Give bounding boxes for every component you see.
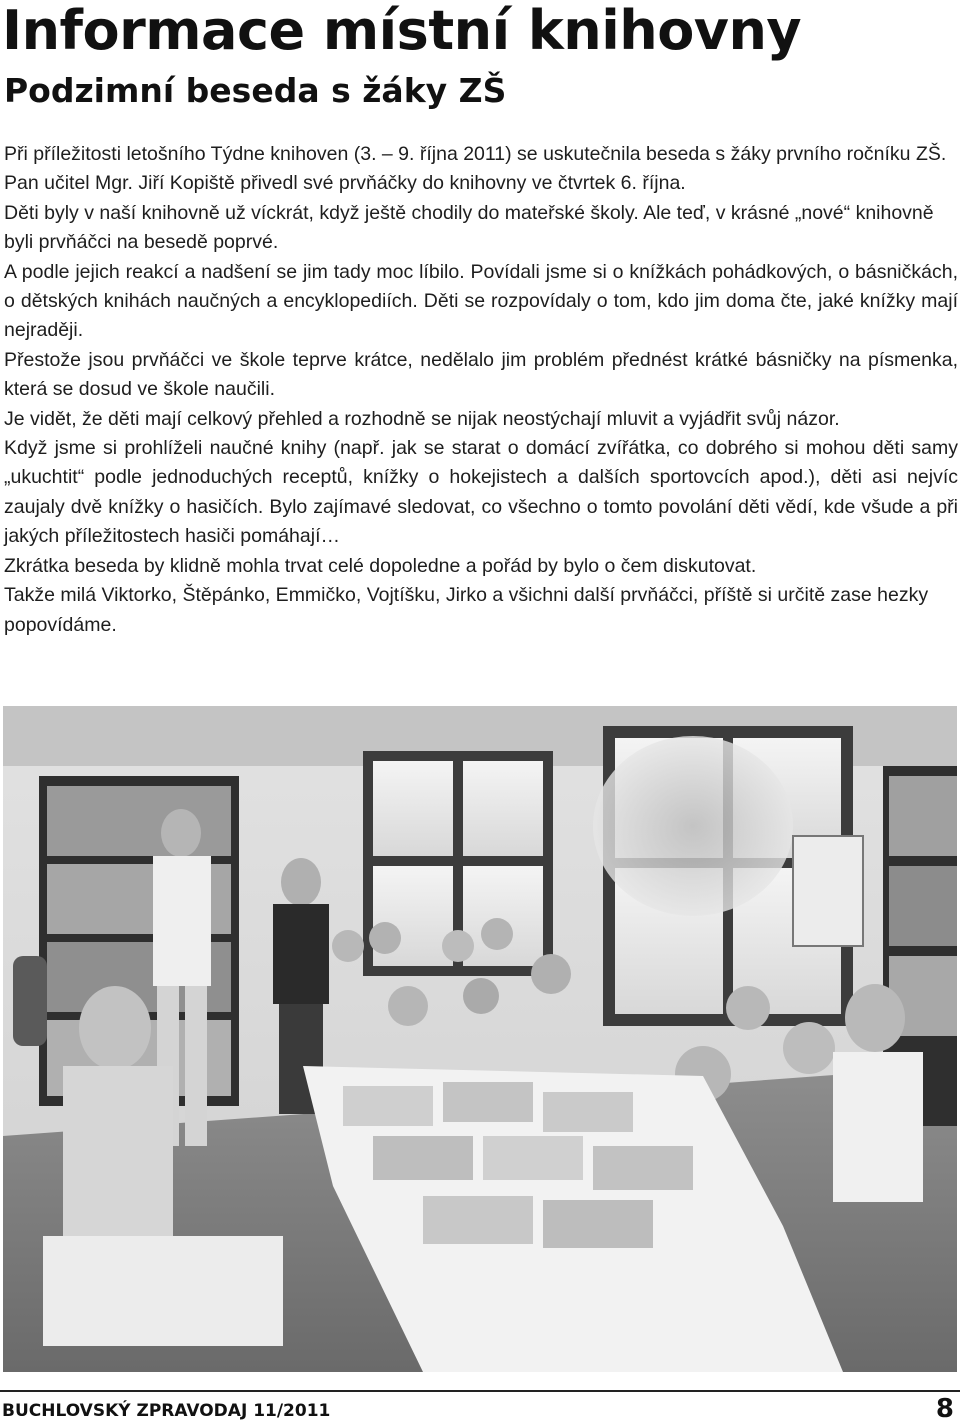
footer-rule: [0, 1390, 960, 1392]
page-number: 8: [935, 1394, 954, 1424]
article-body: [4, 140, 958, 640]
article-paragraph: Zkrátka beseda by klidně mohla trvat celé dopoledne a pořád by bylo o čem diskutovat.: [4, 554, 757, 577]
article-paragraph: Pan učitel Mgr. Jiří Kopiště přivedl své prvňáčky do knihovny ve čtvrtek 6. října.: [4, 172, 686, 195]
publication-name: BUCHLOVSKÝ ZPRAVODAJ 11/2011: [2, 1401, 331, 1421]
article-title: Podzimní beseda s žáky ZŠ: [4, 71, 507, 110]
article-paragraph: Takže milá Viktorko, Štěpánko, Emmičko, Vojtíšku, Jirko a všichni další prvňáčci, příště si určitě zase hezky popovídáme.: [4, 584, 929, 636]
library-class-photo: [3, 706, 957, 1372]
page-title: Informace místní knihovny: [2, 0, 802, 62]
article-paragraph: A podle jejich reakcí a nadšení se jim tady moc líbilo. Povídali jsme si o knížkách pohádkových, o básničkách, o dětských knihách naučných a encyklopediích. Děti se rozpovídaly o tom, kdo jim doma čte, jaké knížky mají nejraději.: [4, 260, 958, 342]
article-paragraph: Přestože jsou prvňáčci ve škole teprve krátce, nedělalo jim problém přednést krátké básničky na písmenka, která se dosud ve škole naučili.: [4, 348, 958, 401]
article-paragraph: Děti byly v naší knihovně už víckrát, když ještě chodily do mateřské školy. Ale teď, v krásné „nové“ knihovně byli prvňáčci na besedě poprvé.: [4, 201, 934, 254]
article-paragraph: Když jsme si prohlíželi naučné knihy (např. jak se starat o domácí zvířátka, co dobrého si mohou děti samy „ukuchtit“ podle jednoduchých receptů, knížky o hokejistech a dalších sportovcích apod.), děti asi nejvíc zaujaly dvě knížky o hasičích. Bylo zajímavé sledovat, co všechno o tomto povolání děti vědí, kde všude a při jakých příležitostech hasiči pomáhají…: [4, 437, 958, 548]
article-paragraph: Je vidět, že děti mají celkový přehled a rozhodně se nijak neostýchají mluvit a vyjádřit svůj názor.: [4, 407, 840, 430]
article-paragraph: Při příležitosti letošního Týdne knihoven (3. – 9. října 2011) se uskutečnila beseda s žáky prvního ročníku ZŠ.: [4, 143, 947, 165]
